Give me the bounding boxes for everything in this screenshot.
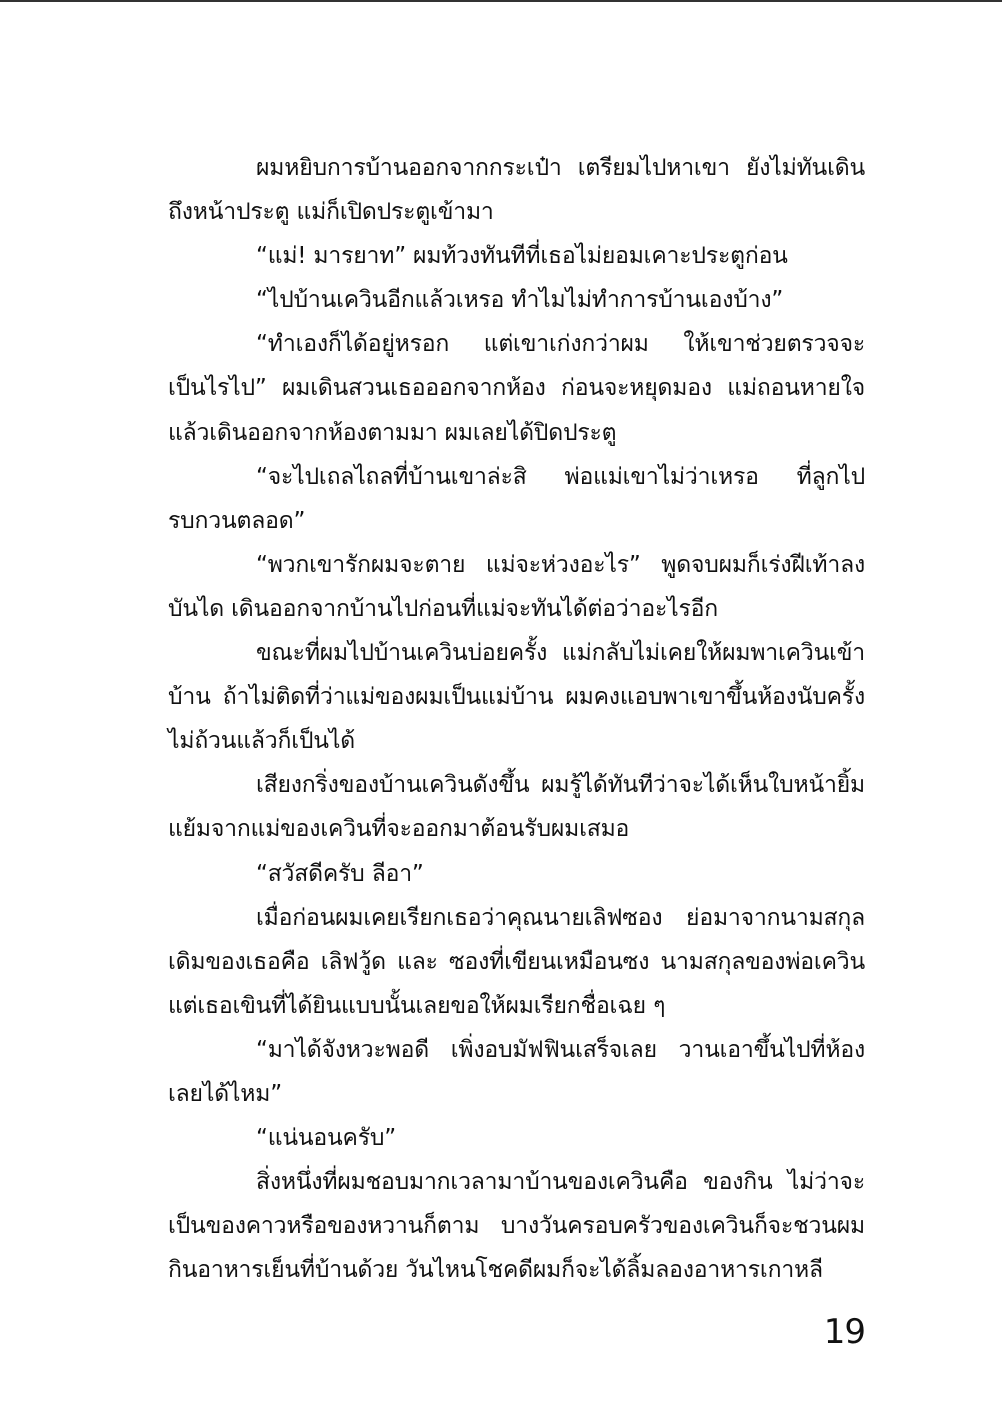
paragraph: “พวกเขารักผมจะตาย แม่จะห่วงอะไร” พูดจบผมก็เร่งฝีเท้าลงบันได เดินออกจากบ้านไปก่อนที่แม่จะทันได้ต่อว่าอะไรอีก bbox=[168, 551, 865, 622]
paragraph: “มาได้จังหวะพอดี เพิ่งอบมัฟฟินเสร็จเลย วานเอาขึ้นไปที่ห้องเลยได้ไหม” bbox=[168, 1036, 865, 1107]
page-number: 19 bbox=[823, 1312, 865, 1352]
page-body bbox=[168, 146, 865, 1292]
paragraph: เมื่อก่อนผมเคยเรียกเธอว่าคุณนายเลิฟซอง ย่อมาจากนามสกุลเดิมของเธอคือ เลิฟวู้ด และ ซองที่เขียนเหมือนซง นามสกุลของพ่อเควิน แต่เธอเขินที่ได้ยินแบบนั้นเลยขอให้ผมเรียกชื่อเฉย ๆ bbox=[168, 904, 865, 1019]
paragraph: “สวัสดีครับ ลีอา” bbox=[256, 860, 424, 887]
paragraph: “จะไปเถลไถลที่บ้านเขาล่ะสิ พ่อแม่เขาไม่ว่าเหรอ ที่ลูกไปรบกวนตลอด” bbox=[168, 463, 865, 534]
top-border-line bbox=[0, 0, 1002, 2]
paragraph: “แม่! มารยาท” ผมท้วงทันทีที่เธอไม่ยอมเคาะประตูก่อน bbox=[256, 243, 788, 270]
paragraph: “ทำเองก็ได้อยู่หรอก แต่เขาเก่งกว่าผม ให้เขาช่วยตรวจจะเป็นไรไป” ผมเดินสวนเธอออกจากห้อง ก่อนจะหยุดมอง แม่ถอนหายใจแล้วเดินออกจากห้องตามมา ผมเลยได้ปิดประตู bbox=[168, 331, 865, 446]
paragraph: “ไปบ้านเควินอีกแล้วเหรอ ทำไมไม่ทำการบ้านเองบ้าง” bbox=[256, 287, 784, 314]
paragraph: ผมหยิบการบ้านออกจากกระเป๋า เตรียมไปหาเขา ยังไม่ทันเดินถึงหน้าประตู แม่ก็เปิดประตูเข้ามา bbox=[168, 155, 865, 226]
paragraph: “แน่นอนครับ” bbox=[256, 1125, 396, 1152]
paragraph: ขณะที่ผมไปบ้านเควินบ่อยครั้ง แม่กลับไม่เคยให้ผมพาเควินเข้าบ้าน ถ้าไม่ติดที่ว่าแม่ของผมเป็นแม่บ้าน ผมคงแอบพาเขาขึ้นห้องนับครั้งไม่ถ้วนแล้วก็เป็นได้ bbox=[168, 640, 865, 755]
paragraph: เสียงกริ่งของบ้านเควินดังขึ้น ผมรู้ได้ทันทีว่าจะได้เห็นใบหน้ายิ้มแย้มจากแม่ของเควินที่จะออกมาต้อนรับผมเสมอ bbox=[168, 772, 865, 843]
paragraph: สิ่งหนึ่งที่ผมชอบมากเวลามาบ้านของเควินคือ ของกิน ไม่ว่าจะเป็นของคาวหรือของหวานก็ตาม บางวันครอบครัวของเควินก็จะชวนผมกินอาหารเย็นที่บ้านด้วย วันไหนโชคดีผมก็จะได้ลิ้มลองอาหารเกาหลี bbox=[168, 1169, 865, 1284]
